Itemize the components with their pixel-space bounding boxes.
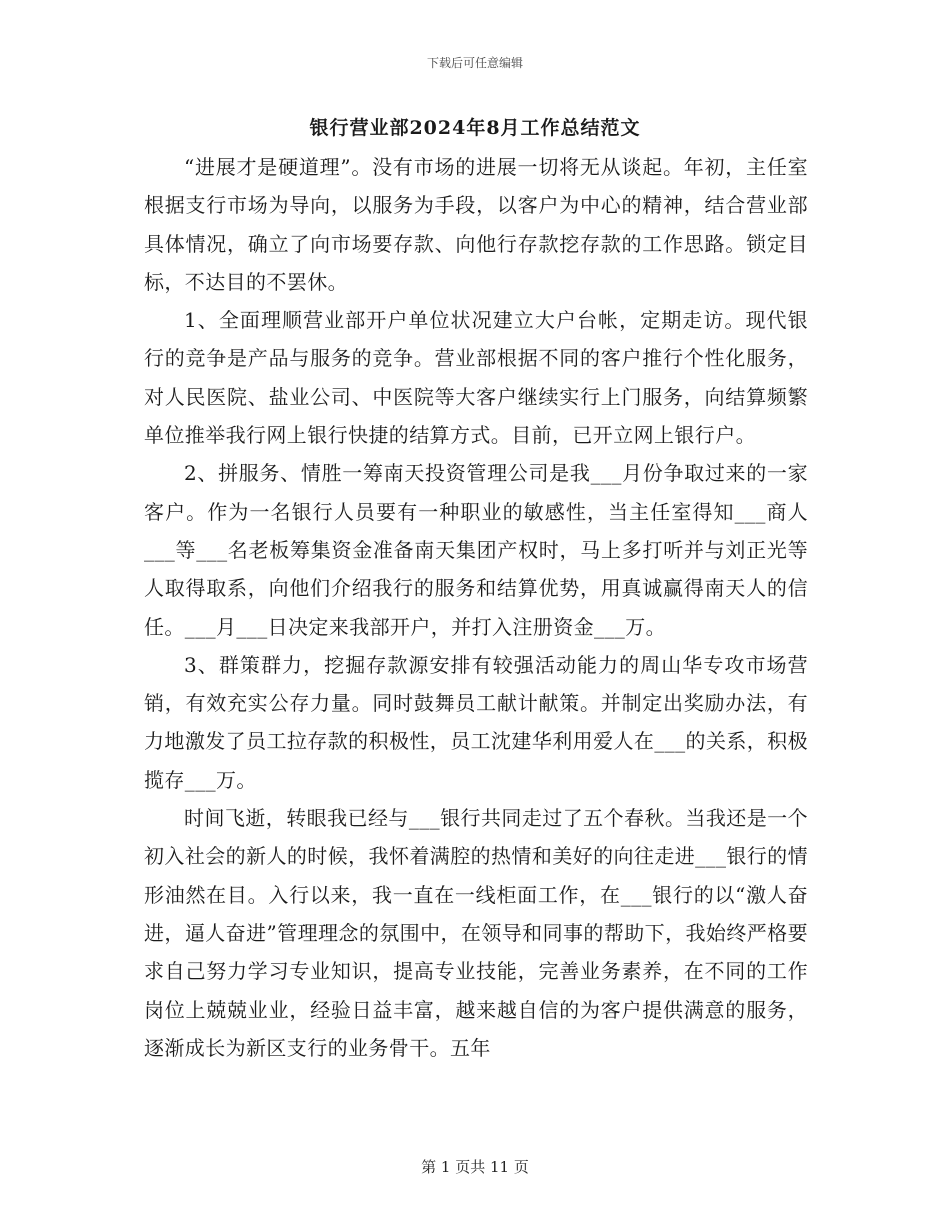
page-number: 第 1 页共 11 页 bbox=[421, 1158, 529, 1176]
paragraph-intro: “进展才是硬道理”。没有市场的进展一切将无从谈起。年初，主任室根据支行市场为导向，以服务为手段，以客户为中心的精神，结合营业部具体情况，确立了向市场要存款、向他行存款挖存款的工作思路。锁定目标，不达目的不罢休。 bbox=[144, 155, 808, 294]
paragraph-item-1: 1、全面理顺营业部开户单位状况建立大户台帐，定期走访。现代银行的竞争是产品与服务的竞争。营业部根据不同的客户推行个性化服务，对人民医院、盐业公司、中医院等大客户继续实行上门服务，向结算频繁单位推举我行网上银行快捷的结算方式。目前，已开立网上银行户。 bbox=[144, 308, 808, 448]
document-title: 银行营业部2024年8月工作总结范文 bbox=[309, 117, 641, 139]
paragraph-item-2: 2、拼服务、情胜一筹南天投资管理公司是我___月份争取过来的一家客户。作为一名银行人员要有一种职业的敏感性，当主任室得知___商人___等___名老板筹集资金准备南天集团产权时，马上多打听并与刘正光等人取得取系，向他们介绍我行的服务和结算优势，用真诚赢得南天人的信任。___月___日决定来我部开户，并打入注册资金___万。 bbox=[144, 461, 808, 639]
document-body bbox=[144, 148, 808, 1067]
paragraph-reflection: 时间飞逝，转眼我已经与___银行共同走过了五个春秋。当我还是一个初入社会的新人的时候，我怀着满腔的热情和美好的向往走进___银行的情形油然在目。入行以来，我一直在一线柜面工作，在___银行的以“激人奋进，逼人奋进”管理理念的氛围中，在领导和同事的帮助下，我始终严格要求自己努力学习专业知识，提高专业技能，完善业务素养，在不同的工作岗位上兢兢业业，经验日益丰富，越来越自信的为客户提供满意的服务，逐渐成长为新区支行的业务骨干。五年 bbox=[144, 806, 808, 1060]
header-note: 下载后可任意编辑 bbox=[426, 56, 523, 70]
paragraph-item-3: 3、群策群力，挖掘存款源安排有较强活动能力的周山华专攻市场营销，有效充实公存力量。同时鼓舞员工献计献策。并制定出奖励办法，有力地激发了员工拉存款的积极性，员工沈建华利用爱人在___的关系，积极揽存___万。 bbox=[144, 652, 808, 792]
